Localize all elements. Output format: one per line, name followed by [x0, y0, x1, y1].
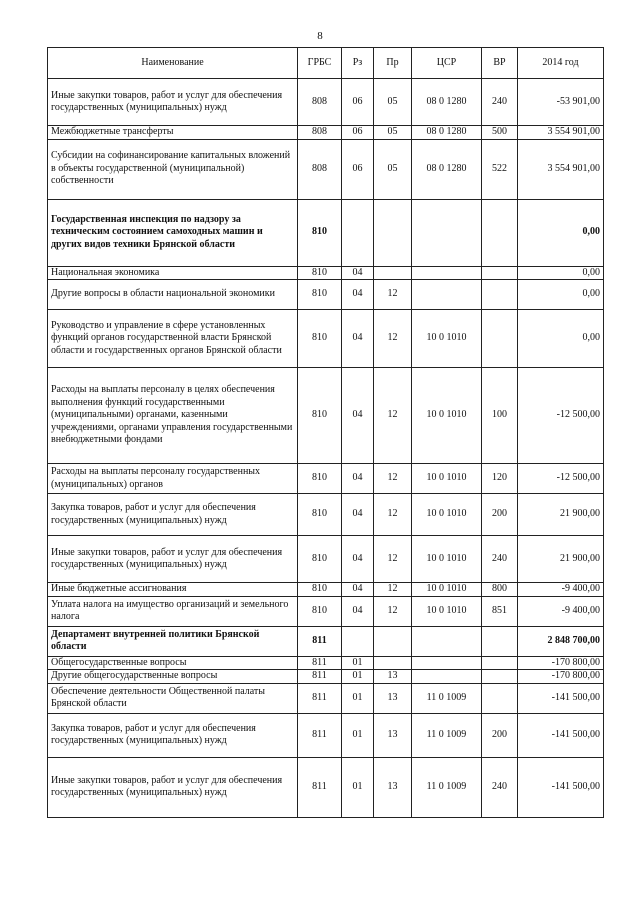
row-rz: 04 [342, 280, 374, 310]
budget-table [47, 47, 604, 818]
row-pr: 12 [374, 464, 412, 494]
row-amount: -170 800,00 [518, 656, 604, 670]
row-name: Департамент внутренней политики Брянской области [48, 626, 298, 656]
header-name: Наименование [48, 48, 298, 79]
row-amount: -141 500,00 [518, 713, 604, 757]
row-pr: 12 [374, 280, 412, 310]
row-name: Другие общегосударственные вопросы [48, 670, 298, 684]
table-row [48, 280, 604, 310]
row-grbs: 811 [298, 626, 342, 656]
row-csr: 11 0 1009 [412, 683, 482, 713]
row-grbs: 810 [298, 199, 342, 266]
row-name: Национальная экономика [48, 266, 298, 280]
row-amount: -53 901,00 [518, 79, 604, 126]
row-amount: -9 400,00 [518, 583, 604, 597]
row-vr [482, 310, 518, 368]
row-pr [374, 266, 412, 280]
table-row [48, 368, 604, 464]
table-header-row [48, 48, 604, 79]
row-grbs: 811 [298, 670, 342, 684]
row-rz: 06 [342, 126, 374, 140]
row-amount: 0,00 [518, 266, 604, 280]
row-csr: 10 0 1010 [412, 494, 482, 536]
row-name: Закупка товаров, работ и услуг для обеспечения государственных (муниципальных) нужд [48, 713, 298, 757]
row-pr: 12 [374, 310, 412, 368]
row-pr: 13 [374, 713, 412, 757]
row-rz: 04 [342, 464, 374, 494]
row-amount: 0,00 [518, 280, 604, 310]
row-grbs: 811 [298, 713, 342, 757]
row-csr: 11 0 1009 [412, 757, 482, 817]
row-name: Иные бюджетные ассигнования [48, 583, 298, 597]
row-vr: 120 [482, 464, 518, 494]
row-name: Расходы на выплаты персоналу в целях обеспечения выполнения функций государственными (муниципальными) органами, казенными учреждениями, органами управления государственными внебюджетными фондами [48, 368, 298, 464]
table-row [48, 683, 604, 713]
table-row [48, 199, 604, 266]
row-grbs: 811 [298, 656, 342, 670]
row-vr [482, 199, 518, 266]
table-row [48, 583, 604, 597]
table-row [48, 536, 604, 583]
row-name: Иные закупки товаров, работ и услуг для обеспечения государственных (муниципальных) нужд [48, 536, 298, 583]
row-name: Общегосударственные вопросы [48, 656, 298, 670]
row-amount: -12 500,00 [518, 464, 604, 494]
row-rz [342, 199, 374, 266]
row-vr: 240 [482, 536, 518, 583]
row-csr: 10 0 1010 [412, 310, 482, 368]
row-name: Уплата налога на имущество организаций и земельного налога [48, 596, 298, 626]
row-name: Обеспечение деятельности Общественной палаты Брянской области [48, 683, 298, 713]
row-grbs: 810 [298, 596, 342, 626]
row-csr: 10 0 1010 [412, 536, 482, 583]
row-amount: 0,00 [518, 199, 604, 266]
row-rz: 04 [342, 310, 374, 368]
row-amount: 0,00 [518, 310, 604, 368]
row-name: Другие вопросы в области национальной экономики [48, 280, 298, 310]
row-csr: 10 0 1010 [412, 464, 482, 494]
row-rz: 06 [342, 79, 374, 126]
row-grbs: 810 [298, 536, 342, 583]
row-grbs: 810 [298, 464, 342, 494]
table-row [48, 464, 604, 494]
row-name: Расходы на выплаты персоналу государственных (муниципальных) органов [48, 464, 298, 494]
row-pr: 05 [374, 79, 412, 126]
page-number: 8 [317, 30, 323, 42]
table-row [48, 79, 604, 126]
row-vr [482, 656, 518, 670]
row-pr: 12 [374, 583, 412, 597]
row-vr [482, 280, 518, 310]
header-csr: ЦСР [412, 48, 482, 79]
row-vr: 500 [482, 126, 518, 140]
row-vr: 851 [482, 596, 518, 626]
row-rz: 04 [342, 368, 374, 464]
row-pr [374, 656, 412, 670]
table-row [48, 310, 604, 368]
row-name: Закупка товаров, работ и услуг для обеспечения государственных (муниципальных) нужд [48, 494, 298, 536]
row-pr: 13 [374, 670, 412, 684]
row-vr: 240 [482, 757, 518, 817]
row-vr: 100 [482, 368, 518, 464]
row-rz: 01 [342, 670, 374, 684]
row-name: Субсидии на софинансирование капитальных вложений в объекты государственной (муниципальной) собственности [48, 139, 298, 199]
row-pr: 13 [374, 757, 412, 817]
row-pr: 12 [374, 494, 412, 536]
row-grbs: 810 [298, 494, 342, 536]
row-amount: -141 500,00 [518, 757, 604, 817]
row-amount: -141 500,00 [518, 683, 604, 713]
row-pr: 05 [374, 139, 412, 199]
row-vr [482, 626, 518, 656]
row-rz: 04 [342, 596, 374, 626]
row-name: Межбюджетные трансферты [48, 126, 298, 140]
table-row [48, 713, 604, 757]
row-pr [374, 626, 412, 656]
table-row [48, 139, 604, 199]
row-pr: 12 [374, 596, 412, 626]
row-vr: 800 [482, 583, 518, 597]
row-vr: 522 [482, 139, 518, 199]
row-amount: -12 500,00 [518, 368, 604, 464]
row-grbs: 810 [298, 266, 342, 280]
row-grbs: 810 [298, 310, 342, 368]
row-pr: 13 [374, 683, 412, 713]
row-name: Иные закупки товаров, работ и услуг для обеспечения государственных (муниципальных) нужд [48, 757, 298, 817]
header-rz: Рз [342, 48, 374, 79]
row-rz [342, 626, 374, 656]
table-row [48, 596, 604, 626]
row-amount: -9 400,00 [518, 596, 604, 626]
row-pr [374, 199, 412, 266]
row-name: Государственная инспекция по надзору за техническим состоянием самоходных машин и других видов техники Брянской области [48, 199, 298, 266]
row-csr [412, 199, 482, 266]
row-csr: 10 0 1010 [412, 583, 482, 597]
row-grbs: 811 [298, 757, 342, 817]
row-pr: 05 [374, 126, 412, 140]
table-row [48, 494, 604, 536]
table-row [48, 266, 604, 280]
table-row [48, 626, 604, 656]
row-csr [412, 266, 482, 280]
row-vr: 200 [482, 494, 518, 536]
row-vr: 240 [482, 79, 518, 126]
row-csr: 10 0 1010 [412, 596, 482, 626]
row-csr [412, 626, 482, 656]
row-csr: 08 0 1280 [412, 126, 482, 140]
row-csr: 10 0 1010 [412, 368, 482, 464]
table-row [48, 757, 604, 817]
table-row [48, 670, 604, 684]
row-vr: 200 [482, 713, 518, 757]
table-row [48, 126, 604, 140]
row-grbs: 808 [298, 139, 342, 199]
row-vr [482, 683, 518, 713]
row-csr: 08 0 1280 [412, 79, 482, 126]
row-rz: 04 [342, 536, 374, 583]
row-rz: 01 [342, 713, 374, 757]
row-pr: 12 [374, 368, 412, 464]
row-grbs: 810 [298, 583, 342, 597]
row-grbs: 810 [298, 368, 342, 464]
header-pr: Пр [374, 48, 412, 79]
row-grbs: 810 [298, 280, 342, 310]
header-year: 2014 год [518, 48, 604, 79]
row-amount: 21 900,00 [518, 494, 604, 536]
row-amount: 2 848 700,00 [518, 626, 604, 656]
row-name: Иные закупки товаров, работ и услуг для обеспечения государственных (муниципальных) нужд [48, 79, 298, 126]
row-name: Руководство и управление в сфере установленных функций органов государственной власти Брянской области и государственных органов Брянской области [48, 310, 298, 368]
row-amount: 3 554 901,00 [518, 126, 604, 140]
row-csr [412, 656, 482, 670]
row-csr: 08 0 1280 [412, 139, 482, 199]
row-grbs: 808 [298, 126, 342, 140]
row-rz: 01 [342, 656, 374, 670]
row-vr [482, 266, 518, 280]
row-pr: 12 [374, 536, 412, 583]
header-grbs: ГРБС [298, 48, 342, 79]
row-csr [412, 670, 482, 684]
header-vr: ВР [482, 48, 518, 79]
row-amount: -170 800,00 [518, 670, 604, 684]
row-csr [412, 280, 482, 310]
row-grbs: 811 [298, 683, 342, 713]
row-rz: 04 [342, 583, 374, 597]
row-rz: 04 [342, 494, 374, 536]
row-grbs: 808 [298, 79, 342, 126]
row-rz: 06 [342, 139, 374, 199]
row-vr [482, 670, 518, 684]
row-amount: 3 554 901,00 [518, 139, 604, 199]
row-rz: 04 [342, 266, 374, 280]
table-row [48, 656, 604, 670]
row-csr: 11 0 1009 [412, 713, 482, 757]
row-rz: 01 [342, 683, 374, 713]
row-amount: 21 900,00 [518, 536, 604, 583]
row-rz: 01 [342, 757, 374, 817]
